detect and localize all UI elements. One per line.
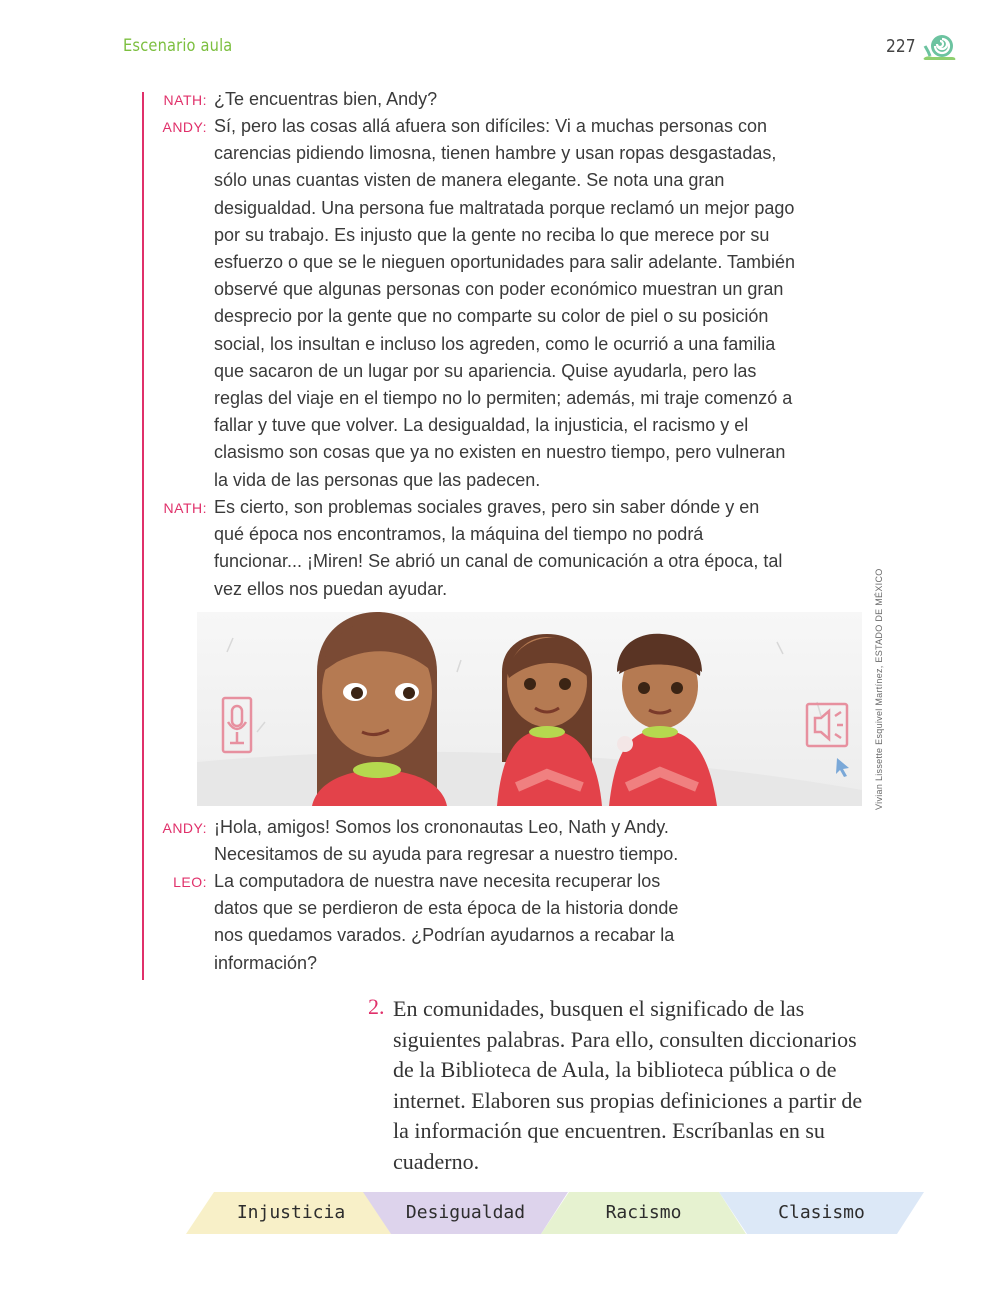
snail-logo-icon	[922, 32, 958, 62]
illustration-credit: Vivian Lissette Esquivel Martínez, ESTADO DE MÉXICO	[874, 568, 884, 810]
dialogue-text: La computadora de nuestra nave necesita recuperar los datos que se perdieron de esta época de la historia donde nos quedamos varados. ¿Podrían ayudarnos a recabar la información?	[214, 871, 679, 973]
term-label: Desigualdad	[405, 1202, 526, 1223]
speaker-label: NATH:	[163, 500, 207, 516]
speaker-label: NATH:	[163, 92, 207, 108]
term-clasismo	[719, 1192, 924, 1234]
dialogue-text: Es cierto, son problemas sociales graves, pero sin saber dónde y en qué época nos encontramos, la máquina del tiempo no podrá funcionar... ¡Miren! Se abrió un canal de comunicación a otra época, tal vez ellos nos puedan ayudar.	[214, 497, 783, 599]
activity-number: 2.	[368, 994, 385, 1019]
page-number: 227	[886, 36, 916, 57]
term-label: Racismo	[605, 1202, 682, 1223]
activity-text: En comunidades, busquen el significado de las siguientes palabras. Para ello, consulten diccionarios de la Biblioteca de Aula, la biblioteca pública o de internet. Elaboren sus propias definiciones a partir de la información que encuentren. Escríbanlas en su cuaderno.	[393, 996, 863, 1174]
term-label: Injusticia	[236, 1202, 346, 1223]
dialogue-margin-line	[142, 92, 144, 980]
crononautas-illustration	[197, 612, 862, 806]
terms-banner	[186, 1192, 926, 1236]
section-title: Escenario aula	[123, 36, 233, 56]
dialogue-text: Sí, pero las cosas allá afuera son difíciles: Vi a muchas personas con carencias pidiendo limosna, tienen hambre y usan ropas desgastadas, sólo unas cuantas visten de manera elegante. Se nota una gran desigualdad. Una persona fue maltratada porque reclamó un mejor pago por su trabajo. Es injusto que la gente no reciba lo que merece por su esfuerzo o que se le nieguen oportunidades para salir adelante. También observé que algunas personas con poder económico muestran un gran desprecio por la gente que no comparte su color de piel o su posición social, los insultan e incluso los agreden, como le ocurrió a una familia que sacaron de un lugar por su apariencia. Quise ayudarla, pero las reglas del viaje en el tiempo no lo permiten; además, mi traje comenzó a fallar y tuve que volver. La desigualdad, la injusticia, el racismo y el clasismo son cosas que ya no existen en nuestro tiempo, pero vulneran la vida de las personas que las padecen.	[214, 116, 796, 490]
speaker-label: ANDY:	[162, 820, 207, 836]
dialogue-text: ¡Hola, amigos! Somos los crononautas Leo, Nath y Andy. Necesitamos de su ayuda para regresar a nuestro tiempo.	[214, 817, 679, 865]
term-racismo	[541, 1192, 746, 1234]
term-desigualdad	[363, 1192, 568, 1234]
speaker-label: LEO:	[173, 874, 207, 890]
speaker-label: ANDY:	[162, 119, 207, 135]
dialogue-text: ¿Te encuentras bien, Andy?	[214, 89, 438, 109]
term-label: Clasismo	[778, 1202, 865, 1223]
